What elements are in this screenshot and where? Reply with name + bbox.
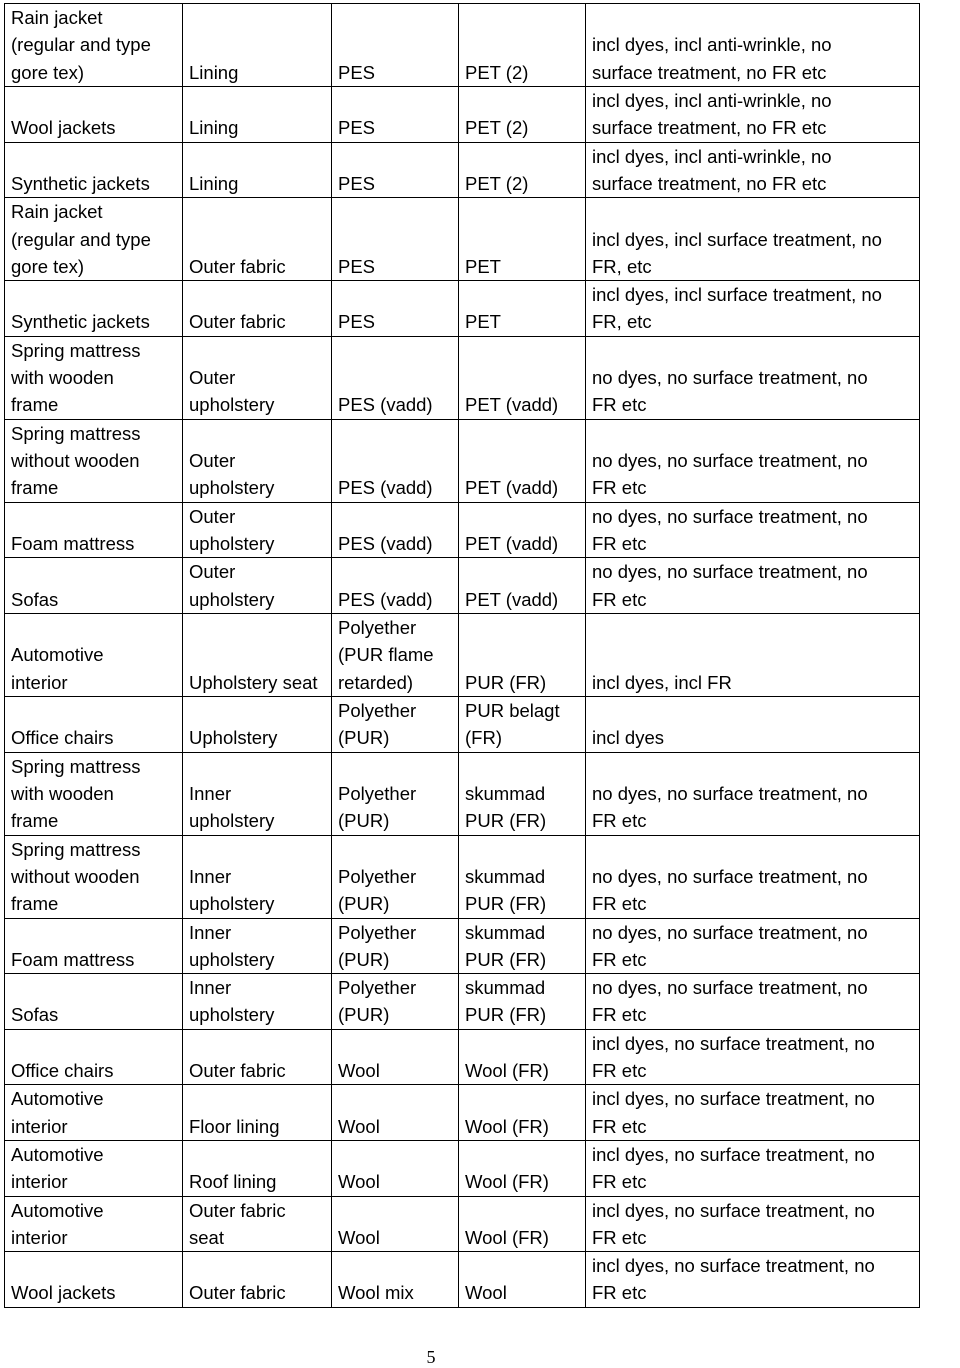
- table-row: [5, 336, 920, 419]
- component-cell: Outer fabric: [183, 1029, 332, 1085]
- product-cell: Sofas: [5, 974, 183, 1030]
- table-row: [5, 1085, 920, 1141]
- material-cell: PES: [332, 142, 459, 198]
- product-cell: Wool jackets: [5, 1252, 183, 1308]
- notes-cell: no dyes, no surface treatment, no FR etc: [586, 974, 920, 1030]
- notes-cell: no dyes, no surface treatment, no FR etc: [586, 336, 920, 419]
- component-cell: Upholstery: [183, 696, 332, 752]
- table-row: [5, 1140, 920, 1196]
- table-row: [5, 974, 920, 1030]
- product-cell: Spring mattress with wooden frame: [5, 752, 183, 835]
- material-cell: Wool: [332, 1140, 459, 1196]
- product-cell: Rain jacket (regular and type gore tex): [5, 4, 183, 87]
- modelled-material-cell: Wool (FR): [459, 1196, 586, 1252]
- product-cell: Spring mattress with wooden frame: [5, 336, 183, 419]
- modelled-material-cell: Wool (FR): [459, 1140, 586, 1196]
- material-cell: Wool: [332, 1085, 459, 1141]
- notes-cell: incl dyes, incl surface treatment, no FR, etc: [586, 198, 920, 281]
- component-cell: Outer upholstery: [183, 558, 332, 614]
- component-cell: Lining: [183, 4, 332, 87]
- product-cell: Automotive interior: [5, 613, 183, 696]
- component-cell: Outer upholstery: [183, 502, 332, 558]
- material-cell: Polyether (PUR): [332, 918, 459, 974]
- component-cell: Outer fabric: [183, 1252, 332, 1308]
- component-cell: Inner upholstery: [183, 918, 332, 974]
- notes-cell: incl dyes, incl anti-wrinkle, no surface treatment, no FR etc: [586, 87, 920, 143]
- product-cell: Synthetic jackets: [5, 281, 183, 337]
- table-row: [5, 1029, 920, 1085]
- product-cell: Office chairs: [5, 696, 183, 752]
- product-cell: Synthetic jackets: [5, 142, 183, 198]
- table-row: [5, 142, 920, 198]
- material-cell: Polyether (PUR): [332, 752, 459, 835]
- notes-cell: incl dyes, incl anti-wrinkle, no surface treatment, no FR etc: [586, 4, 920, 87]
- modelled-material-cell: PET (2): [459, 142, 586, 198]
- modelled-material-cell: PUR belagt (FR): [459, 696, 586, 752]
- notes-cell: no dyes, no surface treatment, no FR etc: [586, 752, 920, 835]
- component-cell: Outer upholstery: [183, 419, 332, 502]
- table-row: [5, 281, 920, 337]
- component-cell: Inner upholstery: [183, 835, 332, 918]
- table-row: [5, 835, 920, 918]
- product-cell: Rain jacket (regular and type gore tex): [5, 198, 183, 281]
- table-row: [5, 87, 920, 143]
- modelled-material-cell: Wool: [459, 1252, 586, 1308]
- table-row: [5, 558, 920, 614]
- material-cell: Wool: [332, 1196, 459, 1252]
- table-row: [5, 502, 920, 558]
- component-cell: Outer fabric: [183, 281, 332, 337]
- product-cell: Automotive interior: [5, 1196, 183, 1252]
- table-row: [5, 1252, 920, 1308]
- component-cell: Lining: [183, 142, 332, 198]
- modelled-material-cell: PET (vadd): [459, 336, 586, 419]
- material-cell: Polyether (PUR): [332, 696, 459, 752]
- notes-cell: no dyes, no surface treatment, no FR etc: [586, 835, 920, 918]
- material-cell: PES (vadd): [332, 336, 459, 419]
- notes-cell: no dyes, no surface treatment, no FR etc: [586, 558, 920, 614]
- table-row: [5, 696, 920, 752]
- material-cell: PES (vadd): [332, 502, 459, 558]
- table-row: [5, 4, 920, 87]
- product-cell: Foam mattress: [5, 918, 183, 974]
- material-cell: PES: [332, 281, 459, 337]
- component-cell: Roof lining: [183, 1140, 332, 1196]
- page-number: 5: [426, 1347, 436, 1367]
- material-cell: PES: [332, 87, 459, 143]
- product-cell: Automotive interior: [5, 1140, 183, 1196]
- modelled-material-cell: skummad PUR (FR): [459, 918, 586, 974]
- table-row: [5, 419, 920, 502]
- material-cell: Wool: [332, 1029, 459, 1085]
- modelled-material-cell: PET (2): [459, 87, 586, 143]
- modelled-material-cell: PET (vadd): [459, 419, 586, 502]
- component-cell: Upholstery seat: [183, 613, 332, 696]
- component-cell: Outer fabric seat: [183, 1196, 332, 1252]
- notes-cell: incl dyes, incl FR: [586, 613, 920, 696]
- material-cell: PES (vadd): [332, 558, 459, 614]
- modelled-material-cell: PET (vadd): [459, 502, 586, 558]
- notes-cell: incl dyes, no surface treatment, no FR etc: [586, 1140, 920, 1196]
- material-cell: Polyether (PUR): [332, 835, 459, 918]
- modelled-material-cell: PET (vadd): [459, 558, 586, 614]
- material-cell: PES: [332, 198, 459, 281]
- material-cell: Wool mix: [332, 1252, 459, 1308]
- component-cell: Lining: [183, 87, 332, 143]
- notes-cell: incl dyes, no surface treatment, no FR etc: [586, 1252, 920, 1308]
- modelled-material-cell: Wool (FR): [459, 1029, 586, 1085]
- product-cell: Spring mattress without wooden frame: [5, 419, 183, 502]
- table-row: [5, 752, 920, 835]
- notes-cell: incl dyes, no surface treatment, no FR etc: [586, 1196, 920, 1252]
- notes-cell: incl dyes, incl anti-wrinkle, no surface treatment, no FR etc: [586, 142, 920, 198]
- modelled-material-cell: PET: [459, 198, 586, 281]
- modelled-material-cell: PET: [459, 281, 586, 337]
- product-cell: Sofas: [5, 558, 183, 614]
- modelled-material-cell: Wool (FR): [459, 1085, 586, 1141]
- product-cell: Foam mattress: [5, 502, 183, 558]
- product-cell: Automotive interior: [5, 1085, 183, 1141]
- component-cell: Floor lining: [183, 1085, 332, 1141]
- notes-cell: no dyes, no surface treatment, no FR etc: [586, 419, 920, 502]
- component-cell: Outer fabric: [183, 198, 332, 281]
- product-cell: Office chairs: [5, 1029, 183, 1085]
- materials-table: [4, 3, 920, 1308]
- modelled-material-cell: skummad PUR (FR): [459, 752, 586, 835]
- modelled-material-cell: PUR (FR): [459, 613, 586, 696]
- material-cell: Polyether (PUR): [332, 974, 459, 1030]
- notes-cell: incl dyes: [586, 696, 920, 752]
- component-cell: Inner upholstery: [183, 974, 332, 1030]
- notes-cell: incl dyes, no surface treatment, no FR etc: [586, 1085, 920, 1141]
- table-row: [5, 613, 920, 696]
- notes-cell: no dyes, no surface treatment, no FR etc: [586, 502, 920, 558]
- component-cell: Inner upholstery: [183, 752, 332, 835]
- notes-cell: incl dyes, incl surface treatment, no FR, etc: [586, 281, 920, 337]
- modelled-material-cell: skummad PUR (FR): [459, 974, 586, 1030]
- table-body: [5, 4, 920, 1308]
- modelled-material-cell: skummad PUR (FR): [459, 835, 586, 918]
- product-cell: Spring mattress without wooden frame: [5, 835, 183, 918]
- notes-cell: incl dyes, no surface treatment, no FR etc: [586, 1029, 920, 1085]
- material-cell: PES (vadd): [332, 419, 459, 502]
- table-row: [5, 198, 920, 281]
- table-row: [5, 918, 920, 974]
- notes-cell: no dyes, no surface treatment, no FR etc: [586, 918, 920, 974]
- table-row: [5, 1196, 920, 1252]
- product-cell: Wool jackets: [5, 87, 183, 143]
- component-cell: Outer upholstery: [183, 336, 332, 419]
- modelled-material-cell: PET (2): [459, 4, 586, 87]
- material-cell: Polyether (PUR flame retarded): [332, 613, 459, 696]
- material-cell: PES: [332, 4, 459, 87]
